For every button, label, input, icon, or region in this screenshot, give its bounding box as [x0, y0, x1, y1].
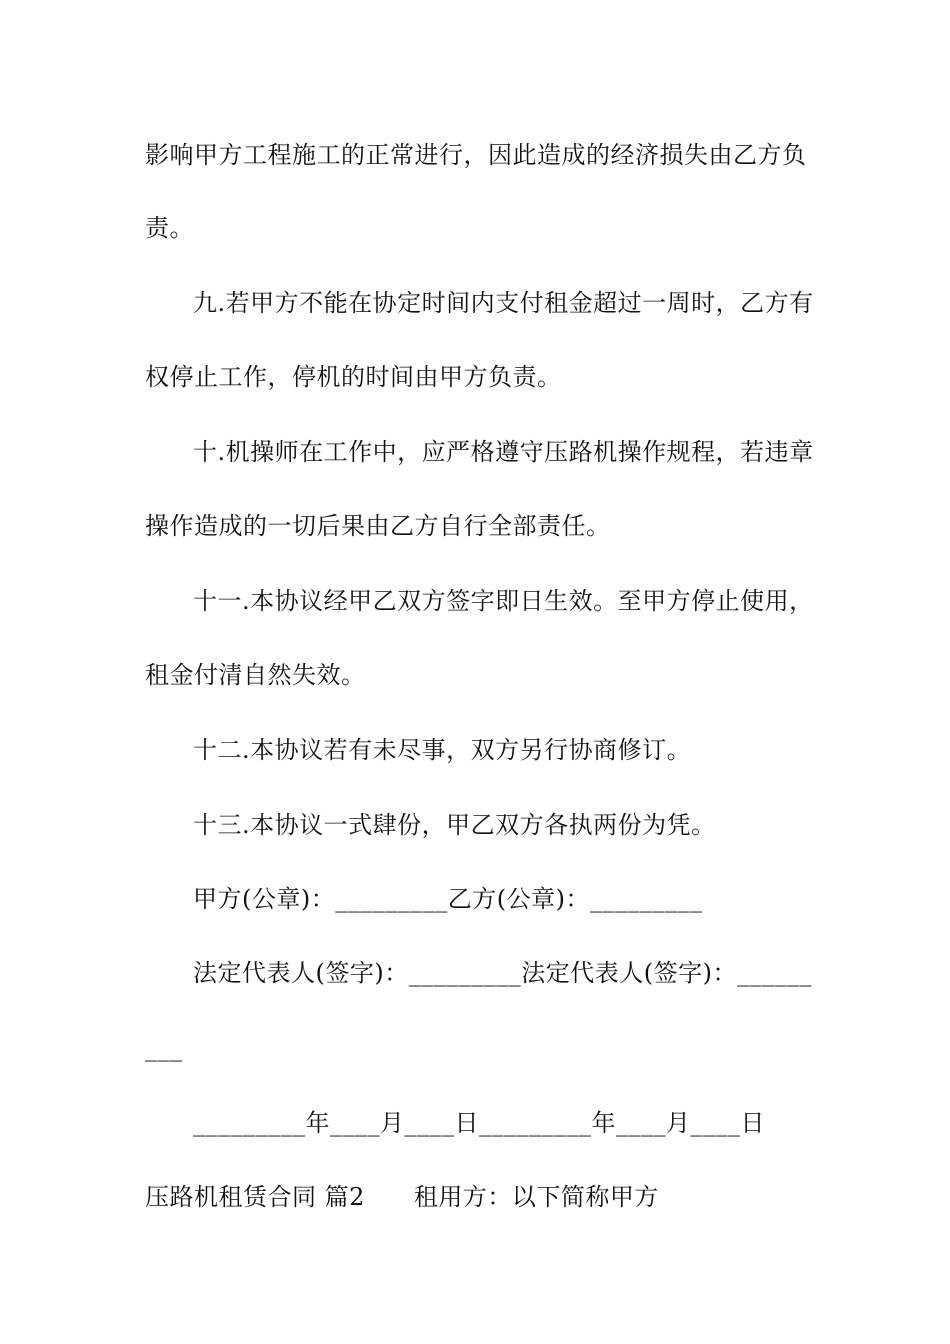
contract-2-heading: 压路机租赁合同 篇2 租用方：以下简称甲方 [145, 1183, 659, 1211]
clause-10-line-1: 十.机操师在工作中，应严格遵守压路机操作规程，若违章 [193, 438, 814, 466]
seal-line: 甲方(公章)：_________乙方(公章)：_________ [193, 885, 703, 913]
date-line: _________年____月____日_________年____月____日 [193, 1109, 765, 1137]
clause-13: 十三.本协议一式肆份，甲乙双方各执两份为凭。 [193, 811, 716, 839]
clause-11-line-1: 十一.本协议经甲乙双方签字即日生效。至甲方停止使用， [193, 587, 814, 615]
representative-signature-line: 法定代表人(签字)：_________法定代表人(签字)：______ [193, 959, 812, 987]
paragraph-8-line-2: 责。 [145, 214, 194, 242]
clause-9-line-2: 权停止工作，停机的时间由甲方负责。 [145, 363, 562, 391]
clause-12: 十二.本协议若有未尽事，双方另行协商修订。 [193, 736, 692, 764]
clause-11-line-2: 租金付清自然失效。 [145, 661, 366, 689]
clause-9-line-1: 九.若甲方不能在协定时间内支付租金超过一周时，乙方有 [193, 289, 814, 317]
signature-line-continuation: ___ [145, 1034, 183, 1062]
paragraph-8-line-1: 影响甲方工程施工的正常进行，因此造成的经济损失由乙方负 [145, 141, 807, 169]
clause-10-line-2: 操作造成的一切后果由乙方自行全部责任。 [145, 512, 611, 540]
